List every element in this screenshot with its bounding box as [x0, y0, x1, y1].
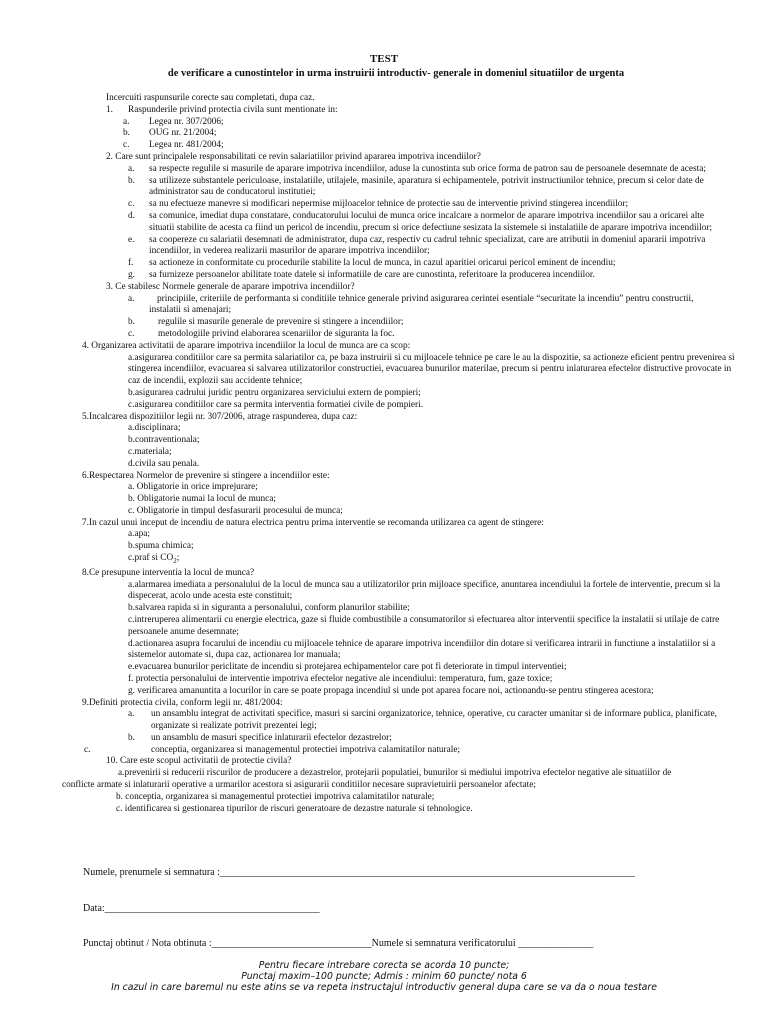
- option-q1-c[interactable]: [123, 140, 768, 152]
- option-q4-b[interactable]: b.asigurarea cadrului juridic pentru organizarea serviciului extern de pompieri;: [128, 387, 421, 398]
- option-text: sa comunice, imediat dupa constatare, conducatorului locului de munca orice incalcare a normelor de aparare impotriva incendiilor sau a oricarei alte situatii stabilite de acesta ca fiind un pericol de incendiu, precum si orice defectiune sesizata la sistemele si instalatiile de aparare impotriva incendiilor;: [149, 210, 713, 233]
- option-q2-c[interactable]: [128, 199, 718, 211]
- date-field[interactable]: Data:___________________________________________: [83, 903, 320, 914]
- option-q8-e[interactable]: e.evacuarea bunurilor periclitate de incendiu si protejarea echipamentelor care pot fi deteriorate in timpul interventiei;: [128, 662, 567, 673]
- option-q5-a[interactable]: a.disciplinara;: [128, 423, 181, 434]
- option-q2-b[interactable]: [128, 176, 718, 200]
- option-marker: c.: [123, 140, 130, 151]
- option-q10-a-continued: conflicte armate si inlaturarii operative a urmarilor acestora si asigurarii conditiilor necesare supravietuirii persoanelor afectate;: [62, 780, 536, 791]
- option-q1-a[interactable]: [123, 117, 768, 129]
- option-text: Legea nr. 307/2006;: [149, 116, 224, 127]
- option-q1-b[interactable]: [123, 128, 768, 140]
- grading-note-1: Pentru fiecare intrebare corecta se acorda 10 puncte;: [258, 960, 510, 971]
- question-9: 9.Definiti protectia civila, conform legii nr. 481/2004:: [82, 697, 283, 708]
- option-marker: f.: [128, 258, 134, 269]
- option-q8-b[interactable]: b.salvarea rapida si in siguranta a personalului, conform planurilor stabilite;: [128, 603, 410, 614]
- option-text: un ansamblu integrat de activitati specifice, masuri si sarcini organizatorice, tehnice, operative, cu caracter umanitar si de informare publica, planificate, organizate si realizate potrivit prezentei legi;: [151, 709, 717, 732]
- option-marker: b.: [128, 175, 135, 186]
- question-3: 3. Ce stabilesc Normele generale de aparare impotriva incendiilor?: [106, 281, 355, 292]
- question-8: 8.Ce presupune interventia la locul de munca?: [82, 567, 255, 578]
- page-title: TEST: [369, 53, 399, 65]
- option-q5-c[interactable]: c.materiala;: [128, 446, 172, 457]
- option-q10-c[interactable]: c. identificarea si gestionarea tipurilor de riscuri generatoare de dezastre naturale si tehnologice.: [116, 803, 473, 814]
- option-q4-c[interactable]: c.asigurarea conditiilor care sa permita interventia formatiei civile de pompieri.: [128, 399, 424, 410]
- option-text: metodologiile privind elaborarea scenariilor de siguranta la foc.: [158, 328, 395, 339]
- option-marker: e.: [128, 234, 135, 245]
- option-marker: a.: [128, 163, 135, 174]
- question-2: 2. Care sunt principalele responsabilitati ce revin salariatiilor privind apararea impotriva incendiilor?: [106, 151, 481, 162]
- grading-note-3: In cazul in care baremul nu este atins se va repeta instructajul introductiv general dupa care se va da o noua testare: [111, 982, 657, 993]
- option-marker: c.: [84, 744, 91, 755]
- option-marker: a.: [128, 293, 135, 304]
- option-text: sa utilizeze substantele periculoase, instalatiile, utilajele, masinile, aparatura si echipamentele, potrivit instructiunilor tehnice, precum si celor date de administrator sau de conducatorul institutiei;: [149, 175, 704, 198]
- question-4: 4. Organizarea activitatii de aparare impotriva incendiilor la locul de munca are ca scop:: [82, 340, 411, 351]
- option-q7-c[interactable]: [128, 553, 768, 568]
- option-q2-d[interactable]: [128, 211, 718, 235]
- option-q2-a[interactable]: [128, 164, 718, 176]
- question-5: 5.Incalcarea dispozitiilor legii nr. 307/2006, atrage raspunderea, dupa caz:: [82, 411, 358, 422]
- option-q8-a[interactable]: a.alarmarea imediata a personalului de la locul de munca sau a utilizatorilor prin mijloace specifice, anuntarea incendiului la fortele de interventie, precum si la dispecerat, acolo unde acesta este constituit;: [128, 579, 721, 602]
- option-marker: d.: [128, 210, 135, 221]
- option-q8-g[interactable]: g. verificarea amanuntita a locurilor in care se poate propaga incendiul si unde pot aparea focare noi, actionandu-se pentru stingerea acestora;: [128, 685, 654, 696]
- option-q9-c[interactable]: [84, 745, 768, 757]
- option-q9-b[interactable]: [128, 733, 768, 745]
- option-marker: b.: [128, 317, 135, 328]
- option-q7-a[interactable]: a.apa;: [128, 529, 150, 540]
- option-text: regulile si masurile generale de prevenire si stingere a incendiilor;: [158, 317, 404, 328]
- option-q8-d[interactable]: d.actionarea asupra focarului de incendiu cu mijloacele tehnice de aparare impotriva incendiilor din dotare si verificarea intrarii in functiune a instalatiilor si a sistemelor automate si, dupa caz, actionarea lor manuala;: [128, 638, 716, 661]
- option-text: sa coopereze cu salariatii desemnati de administrator, dupa caz, respectiv cu cadrul tehnic specializat, care are atributii in domeniul apararii impotriva incendiilor, in vederea realizarii masurilor de aparare impotriva incendiilor;: [149, 234, 706, 257]
- option-q3-c[interactable]: [128, 329, 768, 341]
- option-q10-b[interactable]: b. conceptia, organizarea si managementul protectiei impotriva calamitatilor naturale;: [116, 791, 435, 802]
- option-marker: c.: [128, 199, 135, 210]
- option-q5-d[interactable]: d.civila sau penala.: [128, 458, 200, 469]
- question-10: 10. Care este scopul activitatii de protectie civila?: [106, 756, 292, 767]
- option-q6-a[interactable]: a. Obligatorie in orice imprejurare;: [128, 482, 258, 493]
- instruction-text: Incercuiti raspunsurile corecte sau completati, dupa caz.: [106, 93, 315, 103]
- option-text: c.praf si CO: [128, 553, 174, 564]
- option-marker: g.: [128, 269, 135, 280]
- option-q10-a[interactable]: a.prevenirii si reducerii riscurilor de producere a dezastrelor, protejarii populatiei, bunurilor si mediului impotriva efectelor negative ale situatiilor de: [118, 768, 672, 779]
- subscript: 2: [173, 556, 177, 565]
- option-marker: a.: [128, 709, 135, 720]
- question-7: 7.In cazul unui inceput de incendiu de natura electrica pentru prima interventie se recomanda utilizarea ca agent de stingere:: [82, 517, 544, 528]
- option-marker: b.: [123, 128, 130, 139]
- option-text: principiile, criteriile de performanta si conditiile tehnice generale privind asigurarea cerintei esentiale “securitate la incendiu” pentru constructii, instalatii si amenajari;: [149, 293, 694, 316]
- option-q4-a[interactable]: a.asigurarea conditiilor care sa permita salariatilor ca, pe baza instruirii si cu mijloacele tehnice pe care le au la dispozitie, sa actioneze eficient pentru prevenirea si stingerea incendiilor, evacuarea si salvarea utilizatorilor constructiei, evacuarea bunurilor materilae, precum si pentru inlaturarea efectelor distructive provocate in caz de incendii, explozii sau accidente tehnice;: [128, 352, 735, 387]
- option-marker: c.: [128, 328, 135, 339]
- option-text: conceptia, organizarea si managementul protectiei impotriva calamitatilor naturale;: [151, 744, 461, 755]
- grading-note-2: Punctaj maxim–100 puncte; Admis : minim 60 puncte/ nota 6: [241, 971, 527, 982]
- option-q2-g[interactable]: [128, 270, 718, 282]
- option-q6-b[interactable]: b. Obligatorie numai la locul de munca;: [128, 494, 276, 505]
- option-q8-f[interactable]: f. protectia personalului de interventie impotriva efectelor negative ale incendiului: temperatura, fum, gaze toxice;: [128, 673, 553, 684]
- question-6: 6.Respectarea Normelor de prevenire si stingere a incendiilor este:: [82, 470, 330, 481]
- option-text: sa actioneze in conformitate cu procedurile stabilite la locul de munca, in cazul aparitiei oricarui pericol eminent de incendiu;: [149, 258, 616, 269]
- option-text: Legea nr. 481/2004;: [149, 140, 224, 151]
- option-q7-b[interactable]: b.spuma chimica;: [128, 541, 194, 552]
- option-text: OUG nr. 21/2004;: [149, 128, 217, 139]
- option-q6-c[interactable]: c. Obligatorie in timpul desfasurarii procesului de munca;: [128, 505, 343, 516]
- option-q3-a[interactable]: [128, 294, 718, 318]
- option-text: sa furnizeze persoanelor abilitate toate datele si informatiile de care are cunostinta, referitoare la producerea incendiilor.: [149, 269, 595, 280]
- questions-body: [0, 93, 768, 815]
- option-text-end: ;: [176, 553, 180, 564]
- option-q2-e[interactable]: [128, 235, 718, 259]
- question-number: 1.: [106, 104, 113, 115]
- score-field[interactable]: Punctaj obtinut / Nota obtinuta :________________________________Numele si semnatura verificatorului _______________: [83, 938, 594, 949]
- option-marker: b.: [128, 732, 135, 743]
- page-subtitle: de verificare a cunostintelor in urma instruirii introductiv- generale in domeniul situatiilor de urgenta: [167, 68, 625, 79]
- option-q8-c[interactable]: c.intreruperea alimentarii cu energie electrica, gaze si fluide combustibile a consumatorilor si efectuarea altor interventii specifice la instalatii si utilaje de catre persoanele anume desemnate;: [128, 614, 720, 637]
- question-text: Raspunderile privind protectia civila sunt mentionate in:: [128, 104, 338, 115]
- option-marker: a.: [123, 116, 130, 127]
- option-q2-f[interactable]: [128, 258, 718, 270]
- option-q9-a[interactable]: [128, 709, 728, 733]
- option-text: sa respecte regulile si masurile de aparare impotriva incendiilor, aduse la cunostinta sub orice forma de patron sau de persoanele desemnate de acesta;: [149, 163, 706, 174]
- question-1: [106, 105, 768, 117]
- option-q3-b[interactable]: [128, 317, 768, 329]
- option-text: sa nu efectueze manevre si modificari nepermise mijloacelor tehnice de protectie sau de interventie privind stingerea incendiilor;: [149, 199, 629, 210]
- option-q5-b[interactable]: b.contraventionala;: [128, 435, 200, 446]
- option-text: un ansamblu de masuri specifice inlaturarii efectelor dezastrelor;: [151, 732, 392, 743]
- name-signature-field[interactable]: Numele, prenumele si semnatura :___________________________________________________________________________________: [83, 867, 635, 878]
